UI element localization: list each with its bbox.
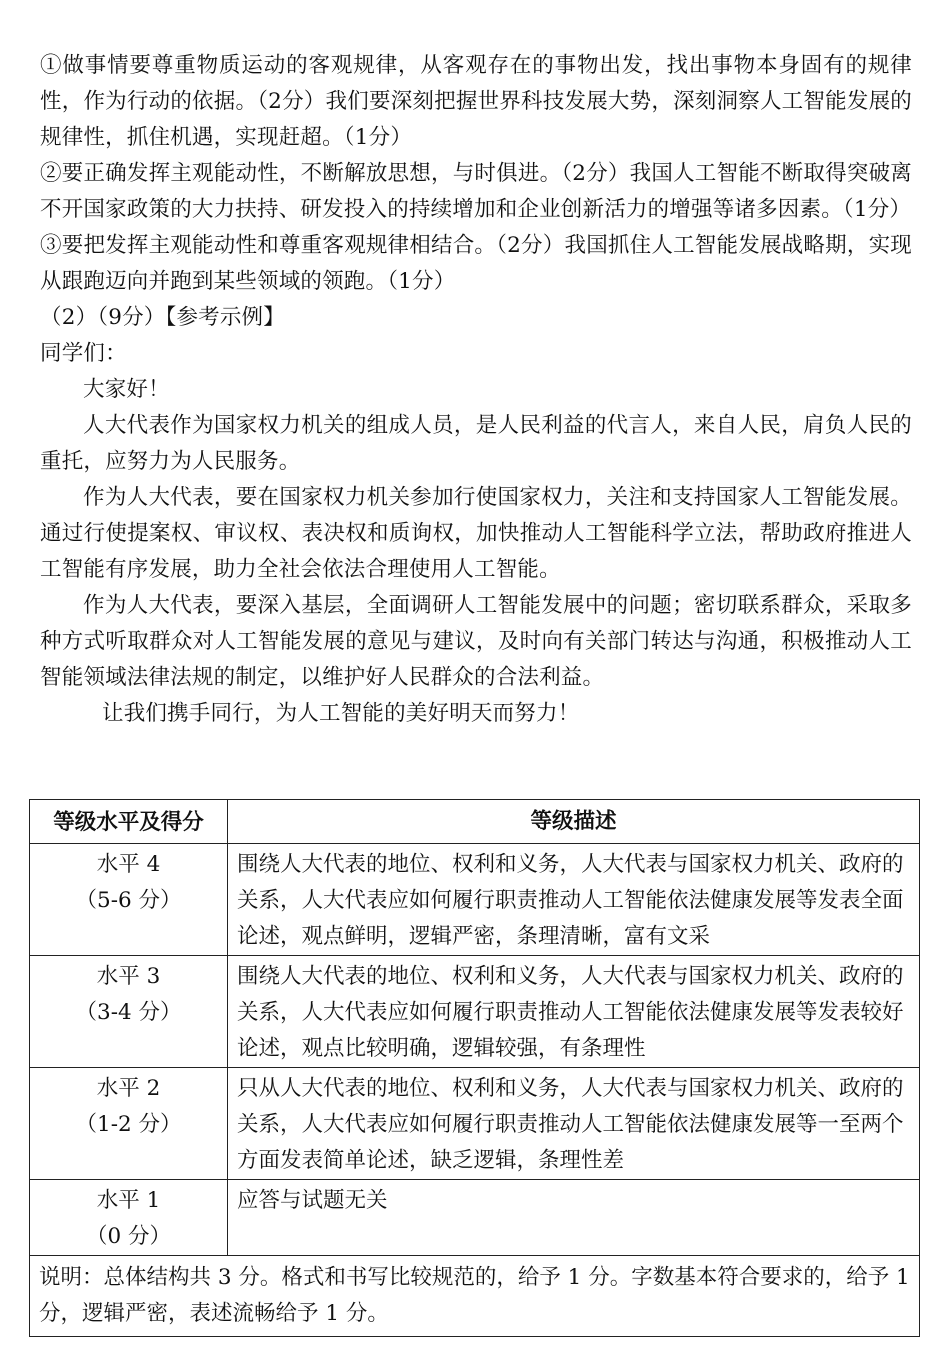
- header-level: 等级水平及得分: [30, 800, 228, 844]
- speech-paragraph: 人大代表作为国家权力机关的组成人员，是人民利益的代言人，来自人民，肩负人民的重托，应努力为人民服务。: [40, 413, 912, 474]
- speech-paragraph: 作为人大代表，要深入基层，全面调研人工智能发展中的问题；密切联系群众，采取多种方式听取群众对人工智能发展的意见与建议，及时向有关部门转达与沟通，积极推动人工智能领域法律法规的制定，以维护好人民群众的合法利益。: [40, 593, 912, 690]
- level-description: 围绕人大代表的地位、权利和义务，人大代表与国家权力机关、政府的关系，人大代表应如何履行职责推动人工智能依法健康发展等发表较好论述，观点比较明确，逻辑较强，有条理性: [228, 956, 920, 1068]
- answer-text: [40, 48, 912, 732]
- table-header-row: [30, 800, 920, 844]
- header-description: 等级描述: [228, 800, 920, 844]
- level-cell: [30, 1180, 228, 1256]
- table-note: 说明：总体结构共 3 分。格式和书写比较规范的，给予 1 分。字数基本符合要求的，给予 1 分，逻辑严密，表述流畅给予 1 分。: [30, 1256, 920, 1337]
- level-score: （5-6 分）: [75, 888, 182, 913]
- table-note-row: [30, 1256, 920, 1337]
- level-name: 水平 4: [96, 852, 161, 877]
- level-score: （1-2 分）: [75, 1112, 182, 1137]
- level-name: 水平 3: [96, 964, 161, 989]
- table-row: [30, 1068, 920, 1180]
- level-description: 应答与试题无关: [228, 1180, 920, 1256]
- level-cell: [30, 844, 228, 956]
- level-cell: [30, 1068, 228, 1180]
- speech-salutation: 同学们：: [40, 341, 127, 366]
- point-3: ③要把发挥主观能动性和尊重客观规律相结合。（2分）我国抓住人工智能发展战略期，实现从跟跑迈向并跑到某些领域的领跑。（1分）: [40, 233, 912, 294]
- level-cell: [30, 956, 228, 1068]
- level-description: 只从人大代表的地位、权利和义务，人大代表与国家权力机关、政府的关系，人大代表应如何履行职责推动人工智能依法健康发展等一至两个方面发表简单论述，缺乏逻辑，条理性差: [228, 1068, 920, 1180]
- point-2: ②要正确发挥主观能动性，不断解放思想，与时俱进。（2分）我国人工智能不断取得突破离不开国家政策的大力扶持、研发投入的持续增加和企业创新活力的增强等诸多因素。（1分）: [40, 161, 912, 222]
- table-row: [30, 844, 920, 956]
- level-name: 水平 1: [96, 1188, 161, 1213]
- point-1: ①做事情要尊重物质运动的客观规律，从客观存在的事物出发，找出事物本身固有的规律性，作为行动的依据。（2分）我们要深刻把握世界科技发展大势，深刻洞察人工智能发展的规律性，抓住机遇，实现赶超。（1分）: [40, 53, 912, 150]
- speech-closing: 让我们携手同行，为人工智能的美好明天而努力！: [102, 701, 580, 726]
- scoring-table: [29, 799, 920, 1337]
- table-row: [30, 1180, 920, 1256]
- speech-paragraph: 作为人大代表，要在国家权力机关参加行使国家权力，关注和支持国家人工智能发展。通过行使提案权、审议权、表决权和质询权，加快推动人工智能科学立法，帮助政府推进人工智能有序发展，助力全社会依法合理使用人工智能。: [40, 485, 912, 582]
- level-score: （3-4 分）: [75, 1000, 182, 1025]
- speech-greeting: 大家好！: [83, 377, 170, 402]
- part2-heading: （2）（9分）【参考示例】: [40, 305, 285, 330]
- level-name: 水平 2: [96, 1076, 161, 1101]
- level-description: 围绕人大代表的地位、权利和义务，人大代表与国家权力机关、政府的关系，人大代表应如何履行职责推动人工智能依法健康发展等发表全面论述，观点鲜明，逻辑严密，条理清晰，富有文采: [228, 844, 920, 956]
- table-row: [30, 956, 920, 1068]
- level-score: （0 分）: [85, 1224, 171, 1249]
